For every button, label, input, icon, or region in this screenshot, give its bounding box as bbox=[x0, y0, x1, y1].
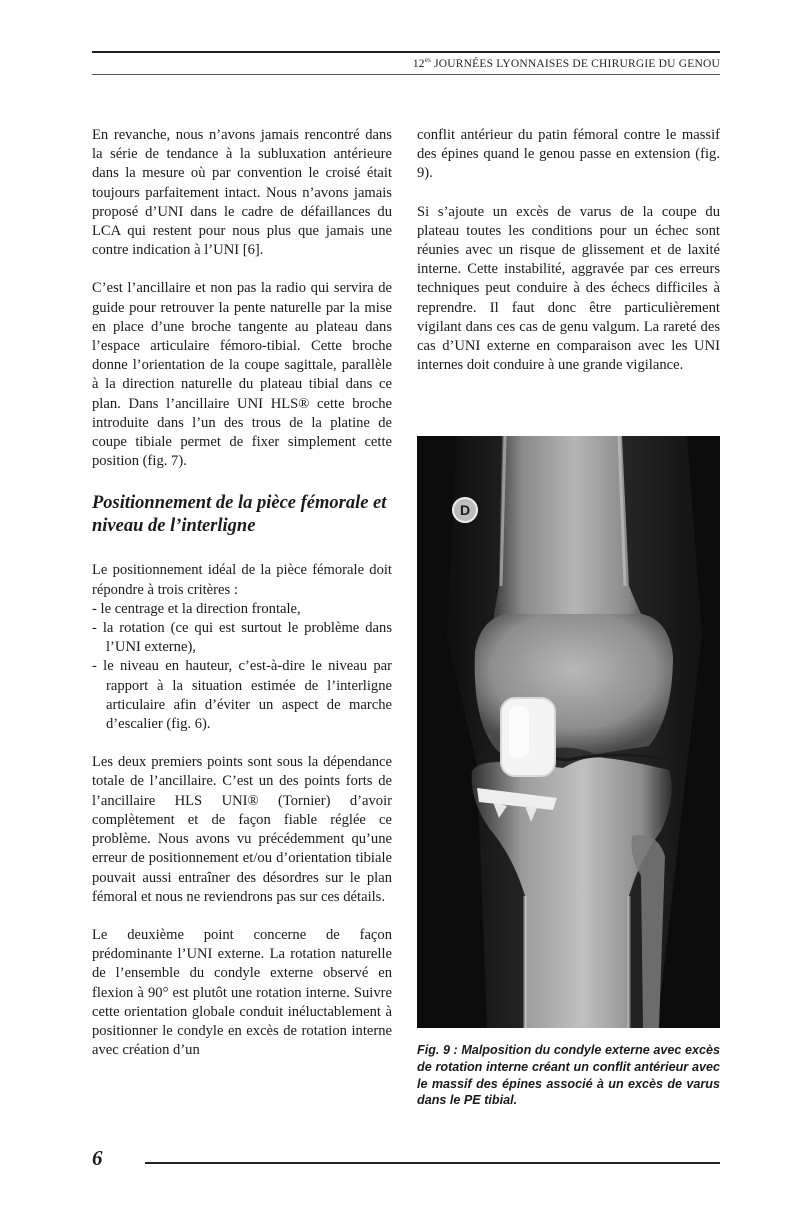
header-rule-top bbox=[92, 51, 720, 53]
paragraph: conflit antérieur du patin fémoral contre le massif des épines quand le genou passe en extension (fig. 9). bbox=[417, 127, 720, 182]
list-item: - le centrage et la direction frontale, bbox=[92, 600, 301, 617]
running-head-superscript: es bbox=[424, 56, 431, 64]
section-heading: Positionnement de la pièce fémorale et niveau de l’interligne bbox=[92, 493, 387, 537]
knee-xray-image bbox=[417, 436, 720, 1028]
page-number: 6 bbox=[92, 1146, 103, 1170]
left-column bbox=[92, 126, 392, 1079]
running-head bbox=[413, 56, 720, 70]
paragraph: Le positionnement idéal de la pièce fémorale doit répondre à trois critères : bbox=[92, 562, 392, 598]
list-item: - la rotation (ce qui est surtout le problème dans l’UNI externe), bbox=[92, 620, 392, 656]
footer-rule bbox=[145, 1162, 720, 1164]
criteria-list bbox=[92, 600, 392, 734]
paragraph: C’est l’ancillaire et non pas la radio qui servira de guide pour retrouver la pente naturelle par la mise en place d’une broche tangente au plateau dans l’espace articulaire fémoro-tibial. Cette broche donne l’orientation de la coupe sagittale, parallèle à la direction naturelle du plateau tibial dans ce plan. Dans l’ancillaire UNI HLS® cette broche introduite dans l’un des trous de la platine de coupe tibiale permet de fixer simplement cette position (fig. 7). bbox=[92, 280, 392, 470]
paragraph: Les deux premiers points sont sous la dépendance totale de l’ancillaire. C’est un des points forts de l’ancillaire HLS UNI® (Tornier) d’avoir complètement et de façon fiable réglée ce problème. Nous avons vu précédemment qu’une erreur de positionnement et/ou d’orientation tibiale pouvait aussi entraîner des désordres sur le plan fémoral et nous ne reviendrons pas sur ces détails. bbox=[92, 754, 392, 905]
paragraph: Le deuxième point concerne de façon prédominante l’UNI externe. La rotation naturelle de l’ensemble du condyle externe observé en flexion à 90° est plutôt une rotation interne. Suivre cette orientation globale conduit inéluctablement à positionner le condyle en excès de rotation interne avec création d’un bbox=[92, 926, 392, 1059]
running-head-number: 12 bbox=[412, 57, 425, 70]
running-head-title: JOURNÉES LYONNAISES DE CHIRURGIE DU GENOU bbox=[431, 57, 720, 70]
side-marker-label: D bbox=[459, 502, 471, 518]
paragraph: En revanche, nous n’avons jamais rencontré dans la série de tendance à la subluxation antérieure dans la mesure où par convention le croisé était toujours parfaitement intact. Nous n’avons jamais proposé d’UNI dans le cadre de défaillances du LCA qui restent pour nous plus que jamais une contre indication à l’UNI [6]. bbox=[92, 127, 392, 259]
right-column bbox=[417, 126, 720, 394]
paragraph: Si s’ajoute un excès de varus de la coupe du plateau toutes les conditions pour un échec sont réunies avec un risque de glissement et de laxité interne. Cette instabilité, aggravée par ces erreurs techniques peut conduire à des échecs difficiles à reprendre. Il faut donc être particulièrement vigilant dans ces cas de genu valgum. La rareté des cas d’UNI externe en comparaison avec les UNI internes doit conduire à une grande vigilance. bbox=[417, 203, 720, 374]
list-item: - le niveau en hauteur, c’est-à-dire le niveau par rapport à la situation estimée de l’interligne articulaire afin d’éviter un aspect de marche d’escalier (fig. 6). bbox=[92, 658, 392, 733]
header-rule-bottom bbox=[92, 74, 720, 75]
figure-caption: Fig. 9 : Malposition du condyle externe avec excès de rotation interne créant un conflit antérieur avec le massif des épines associé à un excès de varus dans le PE tibial. bbox=[417, 1043, 720, 1108]
knee-xray-figure bbox=[417, 436, 720, 1028]
